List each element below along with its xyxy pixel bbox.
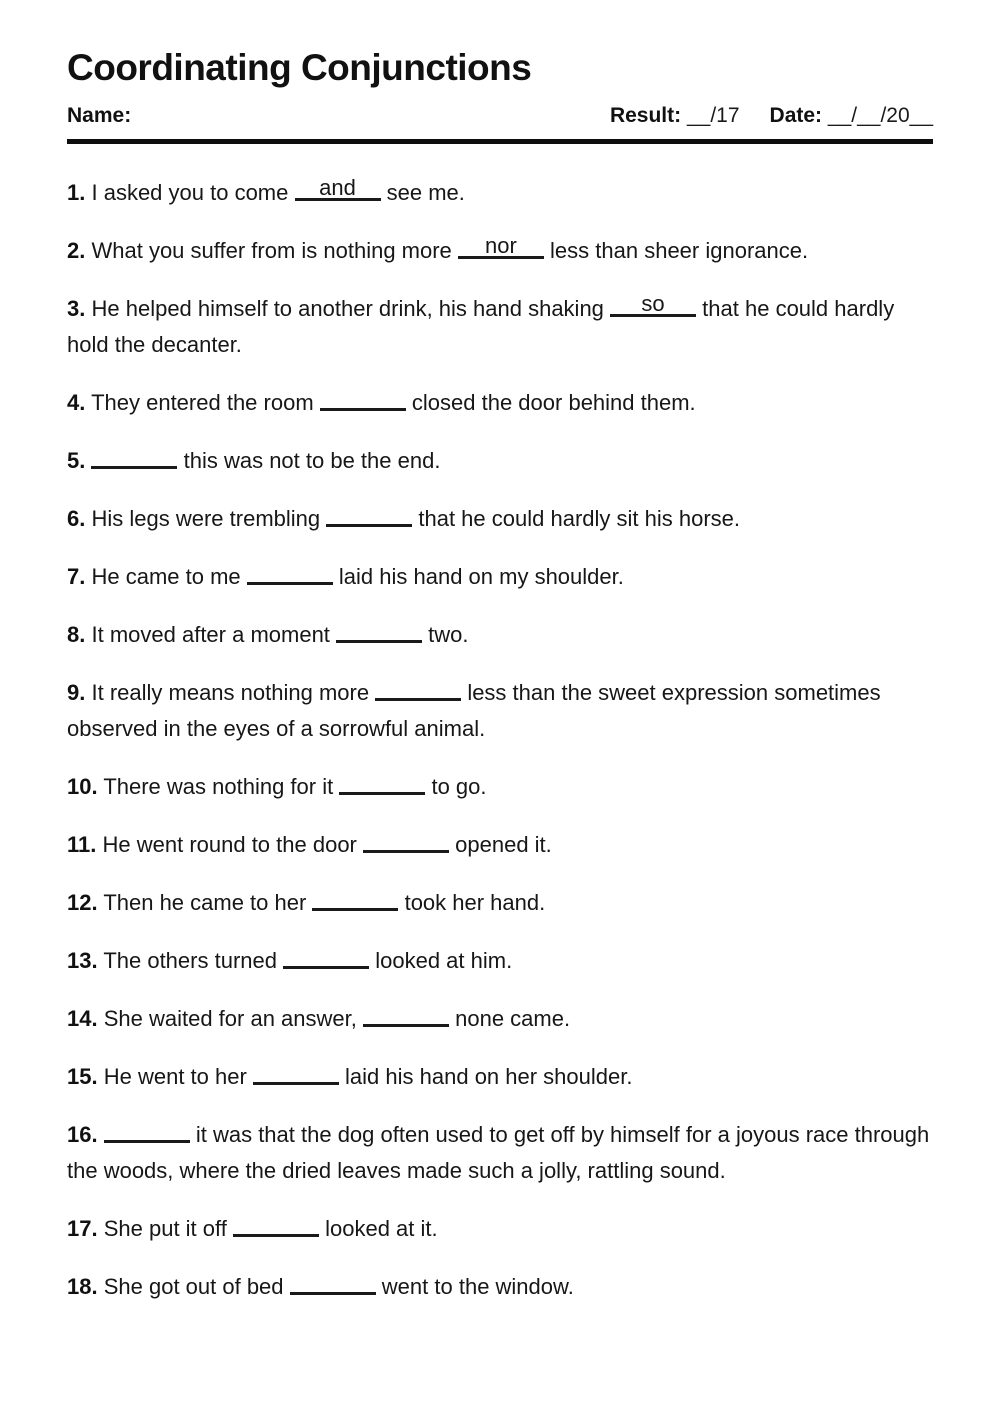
date-value: __/__/20__: [827, 103, 933, 127]
question-post-text: looked at it.: [325, 1215, 438, 1241]
question-row-3: [67, 291, 933, 363]
question-pre-text: I asked you to come: [91, 179, 289, 205]
question-number: 14.: [67, 1005, 98, 1031]
question-post-text: laid his hand on my shoulder.: [338, 563, 624, 589]
question-row-6: [67, 501, 933, 537]
question-row-17: [67, 1211, 933, 1247]
question-number: 16.: [67, 1121, 98, 1147]
question-number: 6.: [67, 505, 86, 531]
question-pre-text: She got out of bed: [103, 1273, 284, 1299]
question-number: 10.: [67, 773, 98, 799]
question-post-text: went to the window.: [381, 1273, 574, 1299]
question-number: 7.: [67, 563, 86, 589]
question-post-text: opened it.: [455, 831, 552, 857]
question-pre-text: There was nothing for it: [103, 773, 334, 799]
question-row-12: [67, 885, 933, 921]
question-post-text: less than sheer ignorance.: [550, 237, 809, 263]
question-pre-text: He went round to the door: [102, 831, 357, 857]
answer-blank[interactable]: [336, 617, 422, 643]
question-post-text: that he could hardly hold the decanter.: [67, 295, 895, 357]
question-post-text: none came.: [455, 1005, 571, 1031]
answer-blank[interactable]: [326, 501, 412, 527]
answer-text: nor: [485, 232, 517, 258]
header-divider: [67, 139, 933, 144]
answer-blank[interactable]: [91, 443, 177, 469]
question-number: 17.: [67, 1215, 98, 1241]
question-row-4: [67, 385, 933, 421]
question-post-text: to go.: [431, 773, 487, 799]
answer-blank[interactable]: [283, 943, 369, 969]
answer-blank[interactable]: [339, 769, 425, 795]
question-post-text: laid his hand on her shoulder.: [345, 1063, 633, 1089]
question-post-text: less than the sweet expression sometimes observed in the eyes of a sorrowful animal.: [67, 679, 881, 741]
question-number: 5.: [67, 447, 86, 473]
header-meta-row: [67, 104, 933, 128]
answer-blank[interactable]: [363, 827, 449, 853]
question-number: 1.: [67, 179, 86, 205]
question-row-11: [67, 827, 933, 863]
question-pre-text: She waited for an answer,: [103, 1005, 357, 1031]
question-row-9: [67, 675, 933, 747]
answer-blank[interactable]: [233, 1211, 319, 1237]
question-pre-text: It really means nothing more: [91, 679, 370, 705]
question-pre-text: Then he came to her: [103, 889, 307, 915]
answer-blank[interactable]: [312, 885, 398, 911]
questions-list: [67, 175, 933, 1305]
question-number: 11.: [67, 831, 97, 857]
question-pre-text: They entered the room: [91, 389, 314, 415]
question-row-8: [67, 617, 933, 653]
answer-blank[interactable]: [290, 1269, 376, 1295]
question-row-15: [67, 1059, 933, 1095]
answer-blank[interactable]: [458, 233, 544, 259]
question-row-18: [67, 1269, 933, 1305]
result-label: Result:: [609, 103, 682, 127]
question-row-14: [67, 1001, 933, 1037]
question-post-text: this was not to be the end.: [183, 447, 441, 473]
answer-blank[interactable]: [295, 175, 381, 201]
question-number: 15.: [67, 1063, 98, 1089]
question-number: 3.: [67, 295, 86, 321]
answer-text: and: [319, 174, 356, 200]
result-group: [610, 104, 740, 128]
question-post-text: looked at him.: [375, 947, 513, 973]
date-group: [770, 104, 933, 128]
question-row-5: [67, 443, 933, 479]
question-post-text: it was that the dog often used to get off by himself for a joyous race through the woods, where the dried leaves made such a jolly, rattling sound.: [67, 1121, 930, 1183]
answer-blank[interactable]: [104, 1117, 190, 1143]
question-number: 13.: [67, 947, 98, 973]
header-meta-right: [610, 104, 933, 128]
question-pre-text: What you suffer from is nothing more: [91, 237, 452, 263]
question-row-10: [67, 769, 933, 805]
question-pre-text: The others turned: [103, 947, 277, 973]
question-pre-text: His legs were trembling: [91, 505, 321, 531]
question-number: 18.: [67, 1273, 98, 1299]
question-row-13: [67, 943, 933, 979]
question-number: 8.: [67, 621, 86, 647]
question-row-1: [67, 175, 933, 211]
question-number: 9.: [67, 679, 86, 705]
question-number: 12.: [67, 889, 98, 915]
answer-blank[interactable]: [253, 1059, 339, 1085]
question-pre-text: He helped himself to another drink, his hand shaking: [91, 295, 604, 321]
answer-blank[interactable]: [610, 291, 696, 317]
date-label: Date:: [769, 103, 823, 127]
answer-blank[interactable]: [320, 385, 406, 411]
answer-blank[interactable]: [363, 1001, 449, 1027]
question-pre-text: She put it off: [103, 1215, 227, 1241]
question-pre-text: He went to her: [103, 1063, 247, 1089]
result-value: __/17: [686, 103, 740, 127]
question-number: 2.: [67, 237, 86, 263]
question-post-text: closed the door behind them.: [411, 389, 696, 415]
answer-blank[interactable]: [247, 559, 333, 585]
question-post-text: that he could hardly sit his horse.: [418, 505, 740, 531]
name-label: Name:: [67, 103, 132, 127]
question-row-16: [67, 1117, 933, 1189]
question-pre-text: It moved after a moment: [91, 621, 330, 647]
question-number: 4.: [67, 389, 86, 415]
page-title: Coordinating Conjunctions: [67, 47, 532, 88]
answer-text: so: [641, 290, 665, 316]
question-post-text: see me.: [386, 179, 465, 205]
answer-blank[interactable]: [375, 675, 461, 701]
question-post-text: two.: [428, 621, 469, 647]
question-row-2: [67, 233, 933, 269]
question-row-7: [67, 559, 933, 595]
question-pre-text: He came to me: [91, 563, 241, 589]
question-post-text: took her hand.: [404, 889, 546, 915]
